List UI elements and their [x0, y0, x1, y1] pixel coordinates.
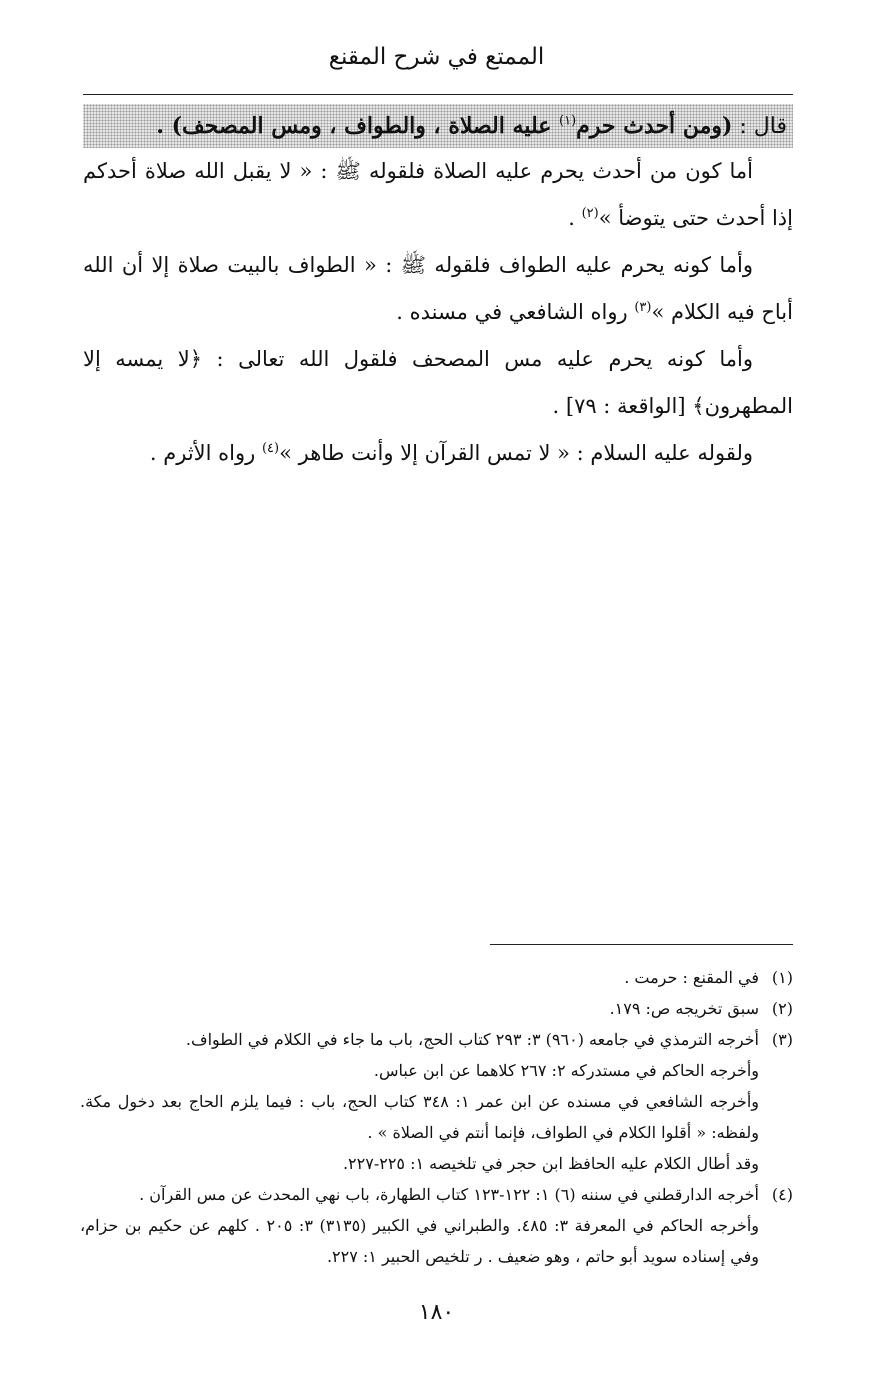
footnote-line: وأخرجه الحاكم في المعرفة ٣: ٤٨٥. والطبراني في الكبير (٣١٣٥) ٣: ٢٠٥ . كلهم عن حكيم بن حزام، وفي إسناده سويد أبو حاتم ، وهو ضعيف . ر تلخيص الحبير ١: ٢٢٧.	[80, 1216, 760, 1266]
paragraph-text: وأما كونه يحرم عليه مس المصحف فلقول الله تعالى : ﴿لا يمسه إلا المطهرون﴾ [الواقعة : ٧٩] .	[83, 347, 793, 418]
matn-text-after: عليه الصلاة ، والطواف ، ومس المصحف) .	[156, 113, 560, 139]
footnote-4	[80, 1179, 793, 1272]
footnote-number: (١)	[771, 968, 793, 987]
paragraph-text-tail: رواه الأثرم .	[149, 441, 262, 465]
footnote-line: سبق تخريجه ص: ١٧٩.	[609, 999, 759, 1018]
commentary-body	[83, 148, 793, 477]
footnote-number: (٢)	[771, 999, 793, 1018]
paragraph-text: أما كون من أحدث يحرم عليه الصلاة فلقوله ﷺ : « لا يقبل الله صلاة أحدكم إذا أحدث حتى يتوضأ »	[83, 159, 793, 230]
footnote-ref-2[interactable]: (٢)	[581, 206, 599, 221]
header-rule	[83, 94, 793, 95]
footnote-1	[80, 962, 793, 993]
paragraph-text-tail: رواه الشافعي في مسنده .	[396, 300, 635, 324]
footnote-line: أخرجه الترمذي في جامعه (٩٦٠) ٣: ٢٩٣ كتاب الحج، باب ما جاء في الكلام في الطواف.	[185, 1030, 759, 1049]
footnote-number: (٣)	[771, 1030, 793, 1049]
footnote-ref-1[interactable]: (١)	[559, 113, 577, 129]
footnote-line: أخرجه الدارقطني في سننه (٦) ١: ١٢٢-١٢٣ كتاب الطهارة، باب نهي المحدث عن مس القرآن .	[139, 1185, 759, 1204]
footnote-number: (٤)	[771, 1185, 793, 1204]
footnote-line: وأخرجه الحاكم في مستدركه ٢: ٢٦٧ كلاهما عن ابن عباس.	[373, 1061, 759, 1080]
footnote-ref-3[interactable]: (٣)	[634, 300, 652, 315]
footnote-line: في المقنع : حرمت .	[624, 968, 759, 987]
footnote-ref-4[interactable]: (٤)	[261, 441, 280, 456]
footnote-line: وقد أطال الكلام عليه الحافظ ابن حجر في تلخيصه ١: ٢٢٥-٢٢٧.	[342, 1154, 759, 1173]
footnote-line: وأخرجه الشافعي في مسنده عن ابن عمر ١: ٣٤٨ كتاب الحج، باب : فيما يلزم الحاج بعد دخول مكة. ولفظه: « أقلوا الكلام في الطواف، فإنما أنتم في الصلاة » .	[80, 1092, 759, 1142]
paragraph-text: وأما كونه يحرم عليه الطواف فلقوله ﷺ : « الطواف بالبيت صلاة إلا أن الله أباح فيه الكلام »	[83, 253, 793, 324]
page-number: ١٨٠	[418, 1300, 455, 1325]
paragraph-text: ولقوله عليه السلام : « لا تمس القرآن إلا وأنت طاهر »	[279, 441, 753, 465]
footnote-2	[80, 993, 793, 1024]
paragraph	[83, 242, 793, 336]
matn-text-before: (ومن أحدث حرم	[576, 113, 733, 139]
matn-prefix: قال :	[739, 114, 787, 139]
footnote-3	[80, 1024, 793, 1179]
paragraph	[83, 148, 793, 242]
footnote-separator	[490, 944, 793, 945]
running-title: الممتع في شرح المقنع	[328, 44, 545, 70]
paragraph	[83, 430, 793, 477]
paragraph-text-tail: .	[568, 206, 582, 230]
footnotes	[80, 962, 793, 1272]
matn-highlight	[83, 104, 793, 148]
paragraph	[83, 336, 793, 430]
